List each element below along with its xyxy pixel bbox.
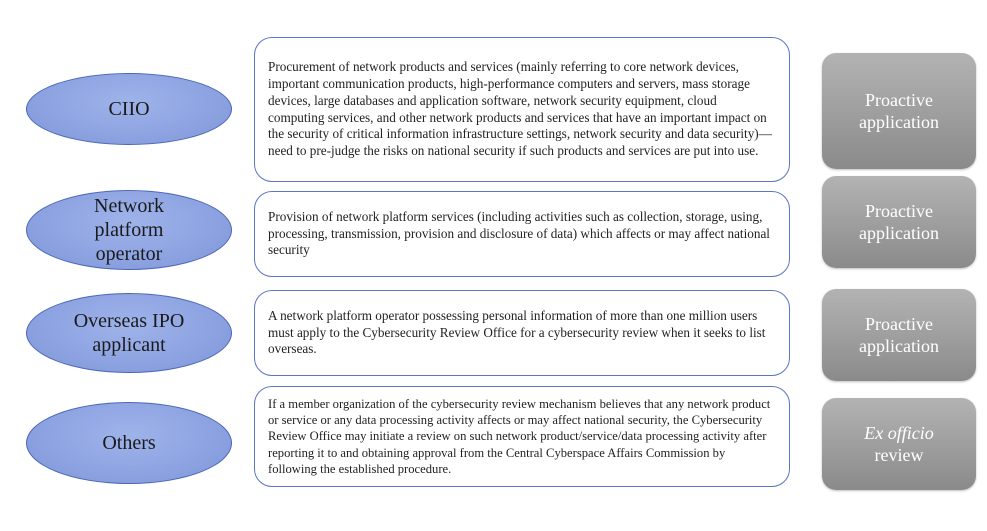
actor-label-line-3: operator [95,243,163,265]
trigger-line-1: Proactive [865,313,933,334]
description-box-overseas-ipo-applicant [254,290,790,376]
trigger-line-1-italic: Ex officio [864,422,934,443]
actor-ellipse-overseas-ipo-applicant [26,293,232,373]
description-text: Procurement of network products and services (mainly referring to core network devices, important communication products, high-performance computers and servers, mass storage devices, large databases and application software, network security equipment, cloud computing services, and other network products and services that have an important impact on the security of critical information infrastructure settings, network security and data security)—need to pre-judge the risks on national security if such products and services are put into use. [268,58,772,159]
trigger-line-2: application [859,336,939,356]
description-text: A network platform operator possessing personal information of more than one million users must apply to the Cybersecurity Review Office for a cybersecurity review when it seeks to list overseas. [268,307,766,357]
trigger-line-2: review [874,445,924,465]
actor-label-line-1: Overseas IPO [73,310,185,332]
trigger-line-1: Proactive [865,200,933,221]
trigger-line-1: Proactive [865,89,933,110]
actor-label-line-2: platform [94,219,164,241]
actor-label-line-2: applicant [92,334,166,356]
description-box-others [254,386,790,487]
trigger-pill-ciio [822,53,976,169]
trigger-pill-network-platform-operator [822,176,976,268]
description-text: If a member organization of the cybersecurity review mechanism believes that any network product or service or any data processing activity affects or may affect national security, the Cybersecurity Review Office may initiate a review on such network product/service/data processing activity after reporting it to and obtaining approval from the Central Cyberspace Affairs Commission by following the established procedure. [268,397,771,476]
trigger-line-2: application [859,112,939,132]
trigger-pill-others [822,398,976,490]
trigger-line-2: application [859,223,939,243]
description-box-ciio [254,37,790,182]
trigger-pill-overseas-ipo-applicant [822,289,976,381]
actor-label-line-1: Network [94,195,164,217]
actor-label: CIIO [108,98,150,120]
actor-label: Others [102,432,156,454]
actor-ellipse-network-platform-operator [26,190,232,270]
actor-ellipse-others [26,402,232,484]
description-box-network-platform-operator [254,191,790,277]
actor-ellipse-ciio [26,73,232,145]
description-text: Provision of network platform services (including activities such as collection, storage, using, processing, transmission, provision and disclosure of data) which affects or may affect national security [268,208,770,258]
